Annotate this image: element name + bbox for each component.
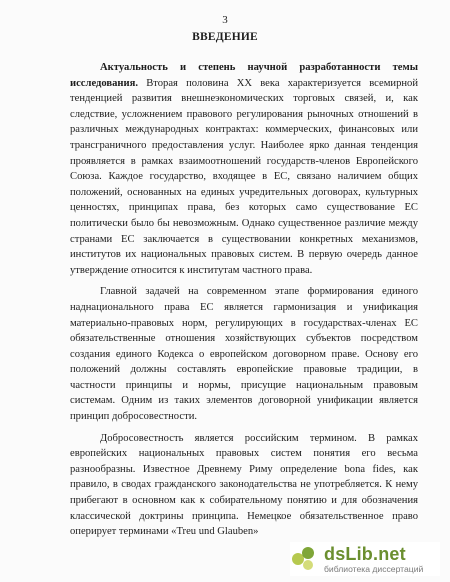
watermark-subtitle: библиотека диссертаций [324,563,424,574]
watermark-logo-icon [290,545,318,573]
watermark [290,542,440,576]
paragraph-1 [70,60,418,278]
paragraph-3: Добросовестность является российским термином. В рамках европейских национальных правовых систем понятия его весьма разнообразны. Известное Древнему Риму определение bona fides, как правило, в сводах гражданского законодательства не употребляется. К нему прибегают в основном как к собирательному понятию и для обозначения классической доктрины принципа. Немецкое обязательственное право оперирует терминами «Treu und Glauben» [70,432,418,538]
watermark-logo: dsLib.net [324,543,406,564]
paragraph-1-text: Вторая половина XX века характеризуется всемирной тенденцией развития внешнеэкономических торговых связей, и, как следствие, усложнением правового регулирования рыночных отношений в различных международных контрактах: коммерческих, финансовых или трансграничного предоставления услуг. Наиболее ярко данная тенденция проявляется в рамках взаимоотношений государств-членов Европейского Союза. Каждое государство, входящее в ЕС, связано наличием общих положений, основанных на единых учредительных договорах, культурных ценностях, принципах права, без которых само существование ЕС политически было бы невозможным. Однако существенное различие между странами ЕС заключается в существовании конкретных механизмов, институтов их национальных правовых систем. В первую очередь данное утверждение относится к институтам частного права. [70,77,418,276]
paragraph-1-bold-lead: Актуальность и степень научной разработанности темы исследования. [70,62,418,89]
section-heading: ВВЕДЕНИЕ [192,31,258,43]
paragraph-2: Главной задачей на современном этапе формирования единого наднационального права ЕС является гармонизация и унификация материально-правовых норм, регулирующих в государствах-членах ЕС обязательственные отношения хозяйствующих субъектов посредством создания единого Кодекса о европейском договорном праве. Основу его положений должны составлять европейские правовые традиции, в частности принципы и нормы, присущие национальным правовым системам. Одним из таких элементов договорной унификации является принцип добросовестности. [70,286,418,423]
page-number: 3 [222,14,228,26]
body-text [70,56,418,546]
watermark-text [324,545,423,574]
